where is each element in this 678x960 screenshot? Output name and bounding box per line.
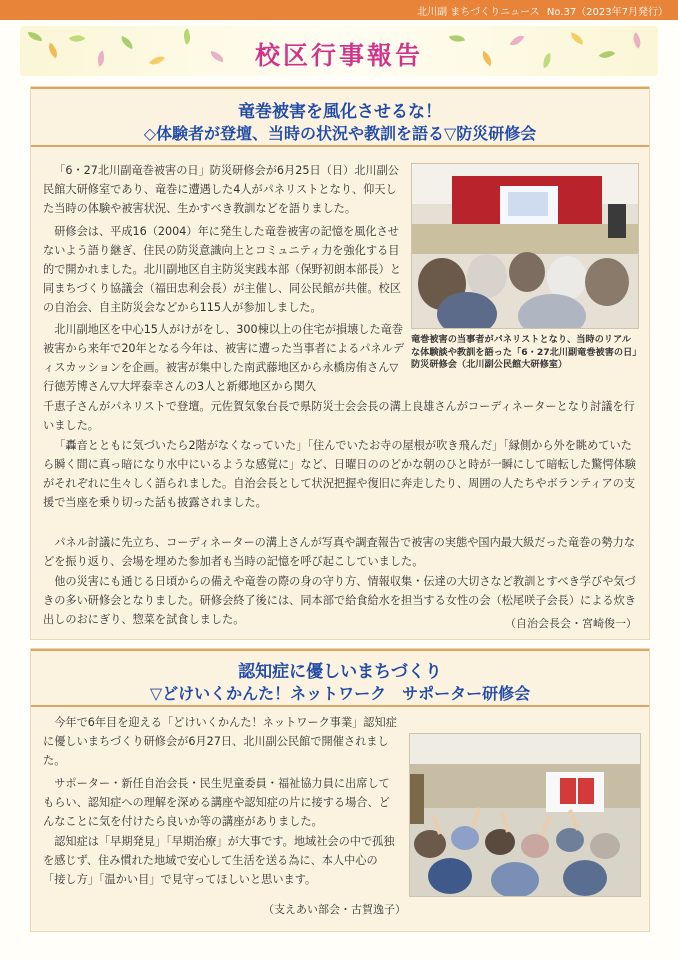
article1-headline-sub: ◇体験者が登壇、当時の状況や教訓を語る▽防災研修会 bbox=[143, 124, 537, 143]
issue-number: No.37（2023年7月発行） bbox=[546, 7, 668, 18]
article-disaster-seminar bbox=[30, 86, 650, 640]
article1-headline-main: 竜巻被害を風化させるな！ bbox=[238, 102, 442, 122]
article-dementia-seminar bbox=[30, 648, 650, 932]
seminar-photo-illustration bbox=[412, 164, 638, 328]
dementia-photo-illustration bbox=[410, 734, 640, 896]
headline-rule bbox=[31, 649, 649, 651]
banner-title: 校区行事報告 bbox=[254, 41, 423, 70]
header-bar bbox=[0, 0, 678, 20]
section-banner bbox=[20, 26, 658, 76]
headline-rule bbox=[31, 145, 649, 147]
headline-rule bbox=[31, 87, 649, 89]
article1-paragraph: 他の災害にも通じる日頃からの備えや竜巻の際の身の守り方、情報収集・伝達の大切さなど教訓とすべき学びや気づきの多い研修会となりました。研修会終了後には、同本部で給食給水を担当する女性の会（松尾咲子会長）による炊き出しのおにぎり、惣菜を試食しました。 bbox=[43, 575, 636, 626]
publication-name: 北川副 まちづくりニュース bbox=[417, 7, 540, 18]
article2-headline-sub: ▽どけいくかんた！ネットワーク サポーター研修会 bbox=[149, 684, 531, 703]
article1-paragraph: 研修会は、平成16（2004）年に発生した竜巻被害の記憶を風化させないよう語り継ぎ、住民の防災意識向上とコミュニティ力を強化する目的で開かれました。北川副地区自主防災実践本部（保野初朗本部長）と同まちづくり協議会（福田忠利会長）が主催し、同公民館が共催。校区の自治会、自主防災会などから115人が参加しました。 bbox=[43, 225, 402, 314]
article2-credit: （支えあい部会・古賀逸子） bbox=[263, 903, 406, 916]
article2-headline-main: 認知症に優しいまちづくり bbox=[238, 662, 442, 682]
article1-paragraph: パネル討議に先立ち、コーディネーターの溝上さんが写真や調査報告で被害の実態や国内最大級だった竜巻の勢力などを振り返り、会場を埋めた参加者も当時の記憶を呼び起こしていました。 bbox=[43, 536, 636, 568]
seminar-photo bbox=[411, 163, 639, 329]
headline-rule bbox=[31, 705, 649, 707]
article1-credit: （自治会長会・宮崎俊一） bbox=[505, 617, 637, 630]
article1-paragraph: 千恵子さんがパネリストで登壇。元佐賀気象台長で県防災士会会長の溝上良雄さんがコーディネーターとなり討議を行いました。 bbox=[43, 400, 635, 432]
seminar-photo-caption: 竜巻被害の当事者がパネリストとなり、当時のリアルな体験談や教訓を語った「6・27北川副竜巻被害の日」防災研修会（北川副公民館大研修室） bbox=[411, 334, 637, 370]
article1-paragraph: 「6・27北川副竜巻被害の日」防災研修会が6月25日（日）北川副公民館大研修室であり、竜巻に遭遇した4人がパネリストとなり、仰天した当時の体験や被害状況、生かすべき教訓などを語りました。 bbox=[43, 164, 399, 215]
article2-paragraph: 今年で6年目を迎える「どけいくかんた！ネットワーク事業」認知症に優しいまちづくり研修会が6月27日、北川副公民館で開催されました。 bbox=[43, 716, 397, 767]
article2-paragraph: 認知症は「早期発見」「早期治療」が大事です。地域社会の中で孤独を感じず、住み慣れた地域で安心して生活を送る為に、本人中心の「接し方」「温かい目」で見守ってほしいと思います。 bbox=[43, 835, 395, 886]
article2-paragraph: サポーター・新任自治会長・民生児童委員・福祉協力員に出席してもらい、認知症への理解を深める講座や認知症の片に接する場合、どんなことに気を付けたら良いか等の講座がありました。 bbox=[43, 777, 390, 828]
header-text bbox=[413, 3, 668, 18]
article1-paragraph: 「轟音とともに気づいたら2階がなくなっていた」「住んでいたお寺の屋根が吹き飛んだ」「縁側から外を眺めていたら瞬く間に真っ暗になり水中にいるような感覚に」など、日曜日ののどかな朝のひと時が一瞬にして暗転した驚愕体験がそれぞれに生々しく語られました。自治会長として状況把握や復旧に奔走したり、周囲の人たちやボランティアの支援で当座を乗り切った話も披露されました。 bbox=[43, 439, 636, 509]
article1-paragraph: 北川副地区を中心15人がけがをし、300棟以上の住宅が損壊した竜巻被害から来年で20年となる今年は、被害に遭った当事者によるパネルディスカッションを企画。被害が集中した南武藤地区から永橋房侑さん▽行徳芳博さん▽大坪泰幸さんの3人と新郷地区から関久 bbox=[43, 323, 405, 393]
dementia-seminar-photo bbox=[409, 733, 641, 897]
